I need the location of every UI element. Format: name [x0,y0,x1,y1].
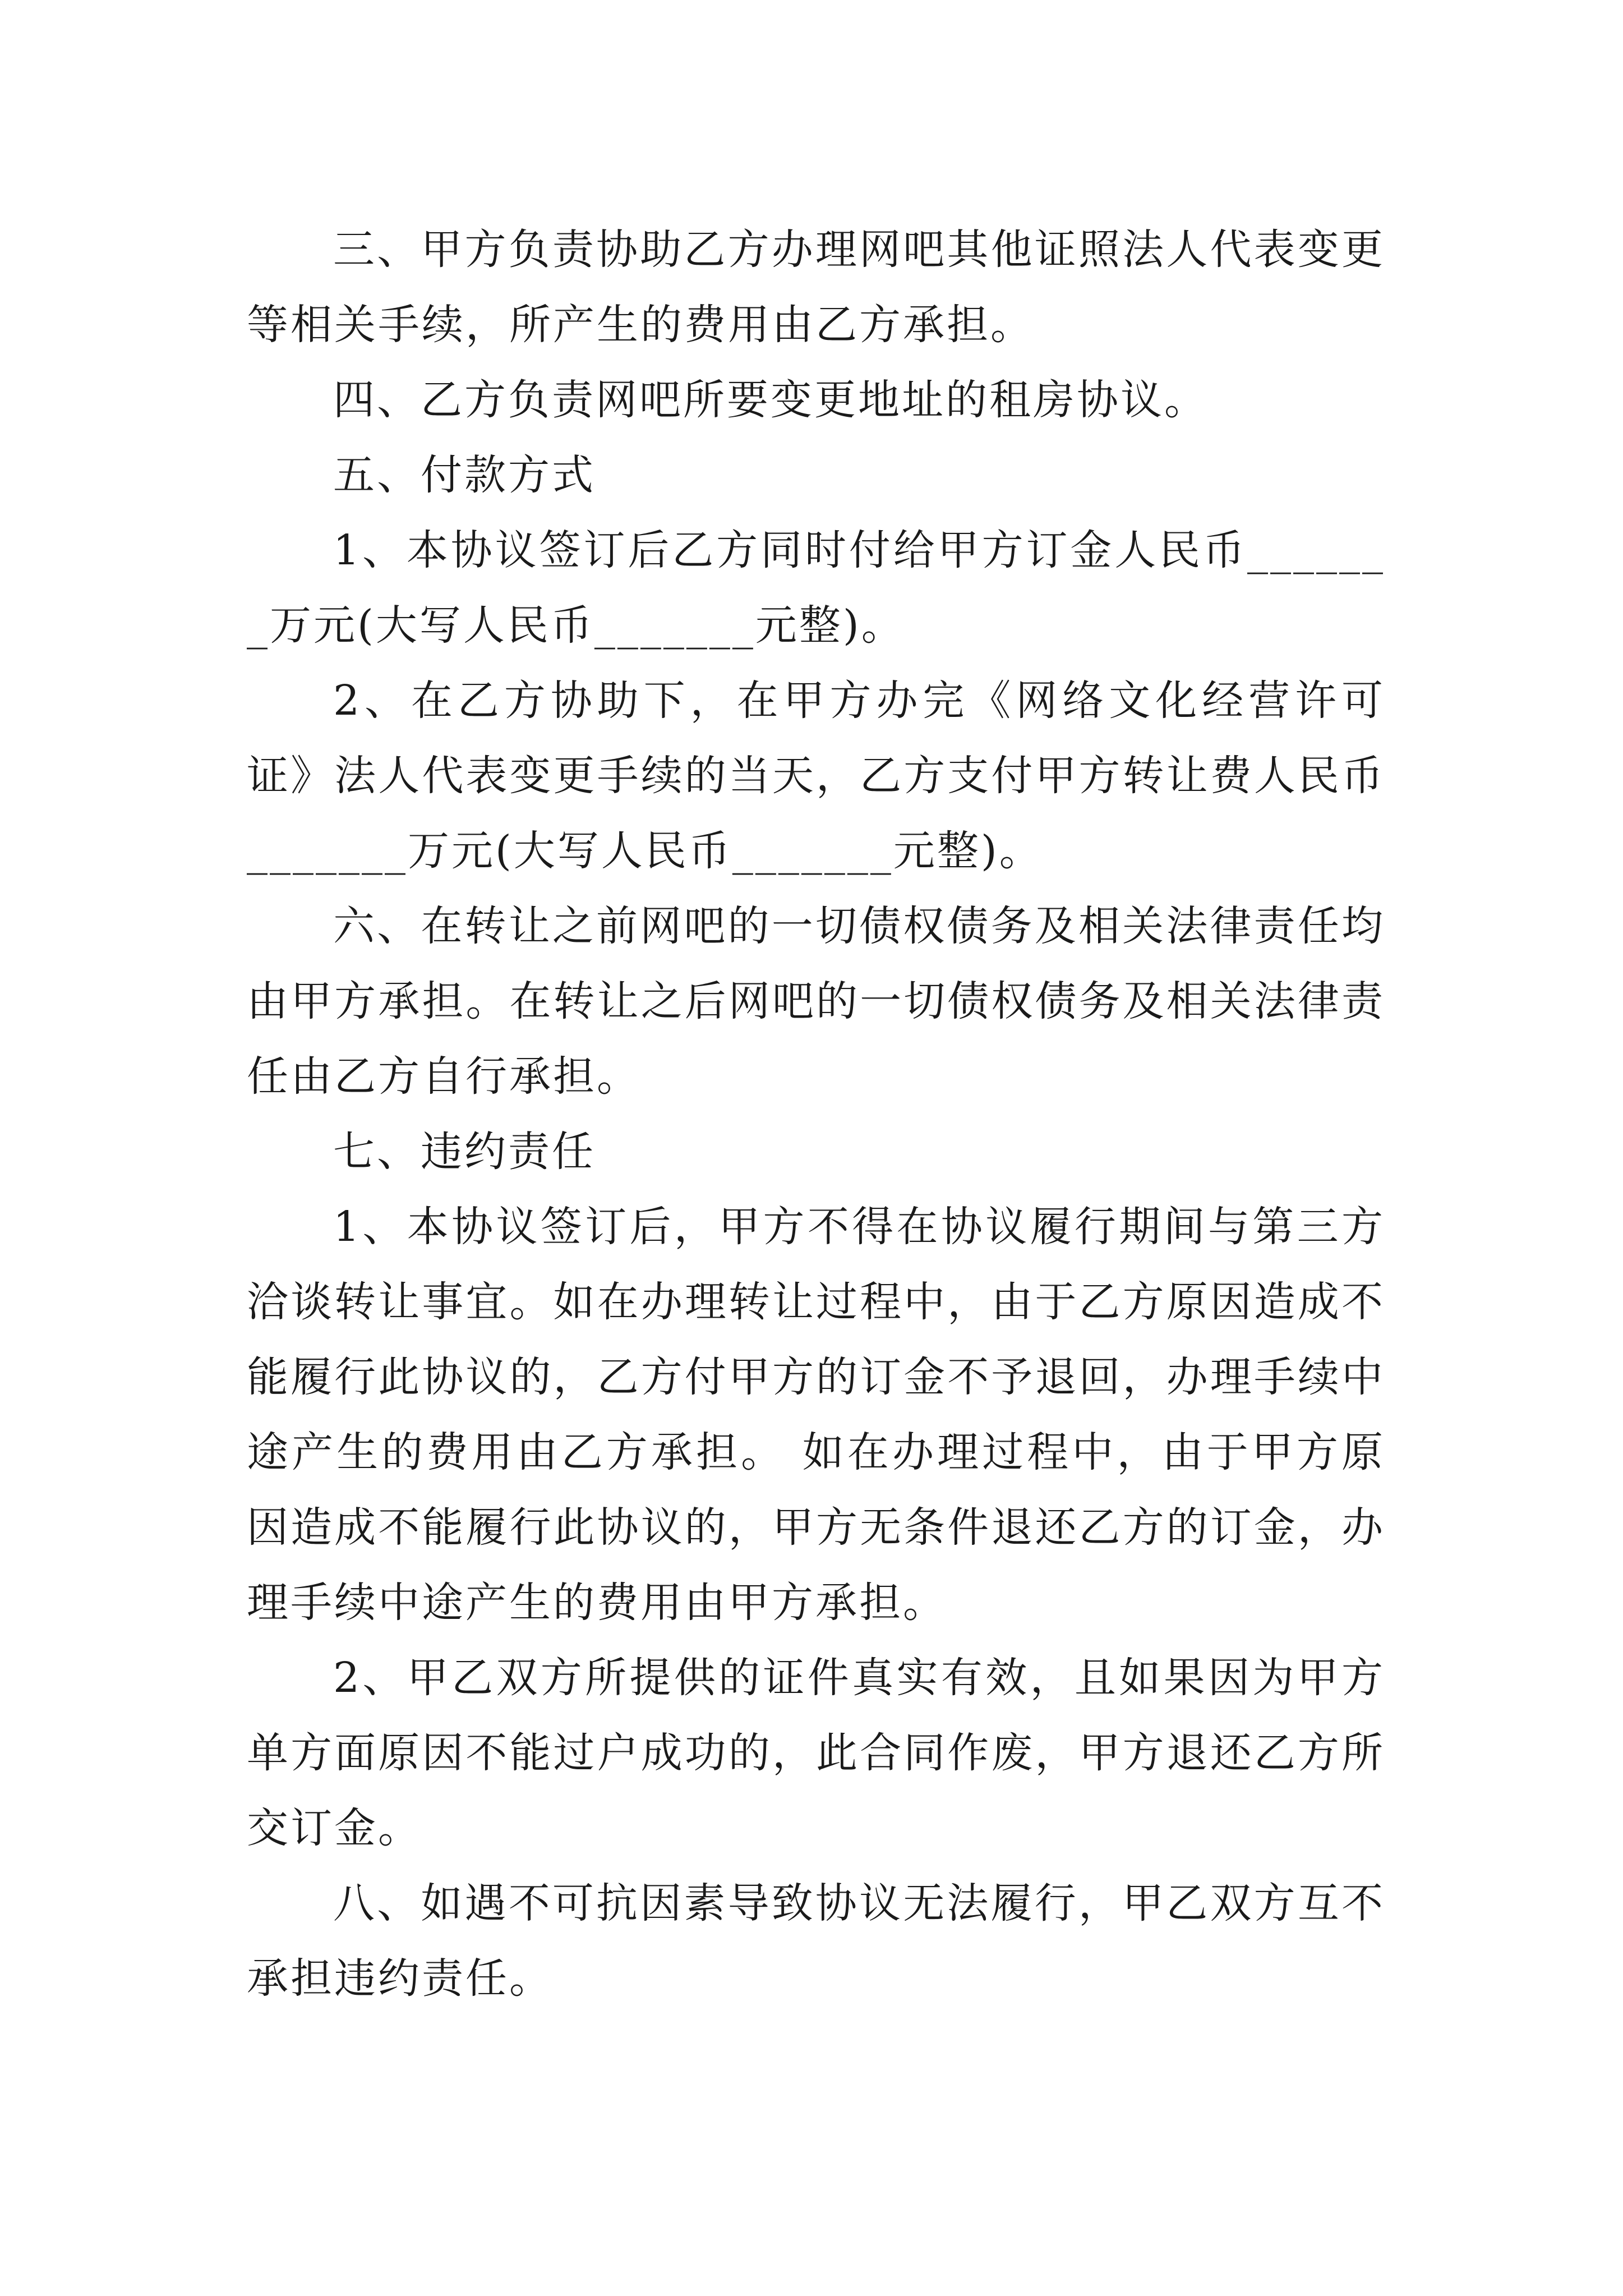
clause-7-1-breach-terms: 1、本协议签订后，甲方不得在协议履行期间与第三方洽谈转让事宜。如在办理转让过程中，由于乙方原因造成不能履行此协议的，乙方付甲方的订金不予退回，办理手续中途产生的费用由乙方承担。 如在办理过程中，由于甲方原因造成不能履行此协议的，甲方无条件退还乙方的订金，办理手续中途产生的费用由甲方承担。 [247,1203,1385,1627]
contract-body [247,212,1385,2016]
clause-5-heading-payment: 五、付款方式 [333,451,596,499]
clause-3-handling-procedures: 三、甲方负责协助乙方办理网吧其他证照法人代表变更等相关手续，所产生的费用由乙方承担。 [247,226,1385,349]
clause-7-heading-breach: 七、违约责任 [333,1128,596,1176]
clause-6-debts-liabilities: 六、在转让之前网吧的一切债权债务及相关法律责任均由甲方承担。在转让之后网吧的一切债权债务及相关法律责任由乙方自行承担。 [247,902,1385,1101]
clause-4-lease-agreement: 四、乙方负责网吧所要变更地址的租房协议。 [333,376,1208,424]
clause-7-2-certificates: 2、甲乙双方所提供的证件真实有效，且如果因为甲方单方面原因不能过户成功的，此合同作废，甲方退还乙方所交订金。 [247,1654,1385,1852]
clause-5-1-deposit: 1、本协议签订后乙方同时付给甲方订金人民币_______万元(大写人民币_______元整)。 [247,526,1385,650]
clause-8-force-majeure: 八、如遇不可抗因素导致协议无法履行，甲乙双方互不承担违约责任。 [247,1879,1385,2003]
clause-5-2-transfer-fee: 2、在乙方协助下，在甲方办完《网络文化经营许可证》法人代表变更手续的当天，乙方支付甲方转让费人民币_______万元(大写人民币_______元整)。 [247,677,1385,875]
